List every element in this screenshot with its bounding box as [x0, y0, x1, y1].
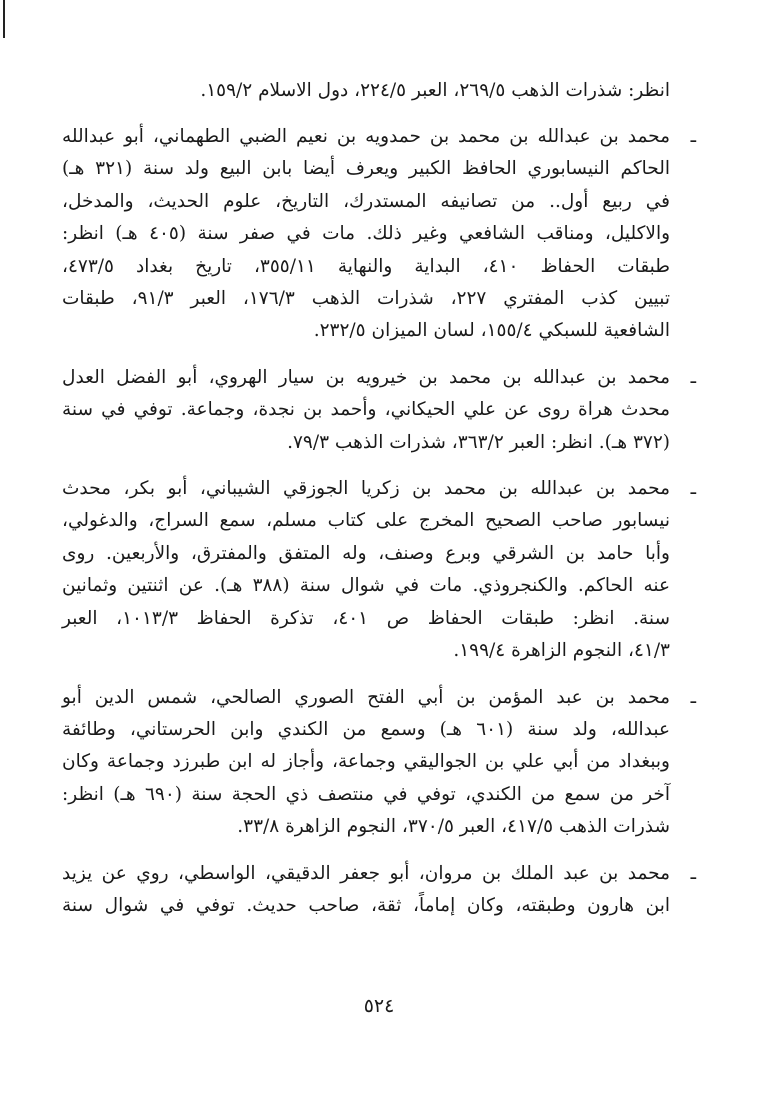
- biography-entry: [62, 682, 696, 844]
- entry-dash: ـ: [690, 478, 696, 500]
- entry-dash: ـ: [690, 862, 696, 884]
- entry-line: وأبا حامد بن الشرقي وبرع وصنف، وله المتفق والمفترق، والأربعين. روى: [62, 542, 670, 564]
- entry-line: سنة. انظر: طبقات الحفاظ ص ٤٠١، تذكرة الحفاظ ١٠١٣/٣، العبر: [62, 607, 670, 629]
- entry-line: تبيين كذب المفتري ٢٢٧، شذرات الذهب ١٧٦/٣، العبر ٩١/٣، طبقات: [62, 288, 670, 310]
- page-edge-mark: [3, 0, 5, 38]
- biography-entry: [62, 858, 696, 923]
- entry-line: شذرات الذهب ٤١٧/٥، العبر ٣٧٠/٥، النجوم الزاهرة ٣٣/٨.: [237, 816, 670, 838]
- top-reference: انظر: شذرات الذهب ٢٦٩/٥، العبر ٢٢٤/٥، دول الاسلام ١٥٩/٢.: [200, 80, 670, 101]
- entry-line: آخر من سمع من الكندي، توفي في منتصف ذي الحجة سنة (٦٩٠ هـ) انظر:: [62, 783, 670, 805]
- biography-entry: [62, 121, 696, 348]
- entry-dash: ـ: [690, 686, 696, 708]
- entry-line: عنه الحاكم. والكنجروذي. مات في شوال سنة (٣٨٨ هـ). عن اثنتين وثمانين: [62, 575, 670, 597]
- entry-line: الشافعية للسبكي ١٥٥/٤، لسان الميزان ٢٣٢/٥.: [313, 320, 670, 342]
- entry-line: عبدالله، ولد سنة (٦٠١ هـ) وسمع من الكندي وابن الحرستاني، وطائفة: [62, 718, 671, 740]
- entry-line: الحاكم النيسابوري الحافظ الكبير ويعرف أيضا بابن البيع ولد سنة (٣٢١ هـ): [62, 158, 670, 180]
- page-body: [62, 75, 696, 936]
- entry-line: في ربيع أول.. من تصانيفه المستدرك، التاريخ، علوم الحديث، والمدخل،: [62, 190, 670, 212]
- biography-entry: [62, 473, 696, 667]
- biography-entry: [62, 362, 696, 459]
- entry-line: محمد بن عبد المؤمن بن أبي الفتح الصوري الصالحي، شمس الدين أبو: [62, 686, 670, 708]
- entry-line: وببغداد من أبي علي بن الجواليقي وجماعة، وأجاز له ابن طبرزد وجماعة وكان: [62, 751, 670, 773]
- entry-line: محمد بن عبدالله بن محمد بن خيرويه بن سيار الهروي، أبو الفضل العدل: [62, 366, 670, 388]
- entry-line: محمد بن عبد الملك بن مروان، أبو جعفر الدقيقي، الواسطي، روي عن يزيد: [62, 862, 670, 884]
- entry-line: نيسابور صاحب الصحيح المخرج على كتاب مسلم، سمع السراج، والدغولي،: [62, 510, 670, 532]
- entry-line: محدث هراة روى عن علي الحيكاني، وأحمد بن نجدة، وجماعة. توفي في سنة: [62, 399, 670, 421]
- entry-line: محمد بن عبدالله بن محمد بن حمدويه بن نعيم الضبي الطهماني، أبو عبدالله: [62, 126, 670, 147]
- entry-line: ابن هارون وطبقته، وكان إماماً، ثقة، صاحب حديث. توفي في شوال سنة: [62, 894, 670, 916]
- entry-line: (٣٧٢ هـ). انظر: العبر ٣٦٣/٢، شذرات الذهب ٧٩/٣.: [287, 431, 670, 453]
- entry-dash: ـ: [690, 366, 696, 388]
- entry-line: والاكليل، ومناقب الشافعي وغير ذلك. مات في صفر سنة (٤٠٥ هـ) انظر:: [62, 223, 671, 245]
- page-number: ٥٢٤: [363, 995, 395, 1017]
- entry-line: محمد بن عبدالله بن محمد بن زكريا الجوزقي الشيباني، أبو بكر، محدث: [62, 478, 670, 500]
- entry-line: طبقات الحفاظ ٤١٠، البداية والنهاية ٣٥٥/١١، تاريخ بغداد ٤٧٣/٥،: [62, 255, 670, 277]
- entry-line: ٤١/٣، النجوم الزاهرة ١٩٩/٤.: [453, 640, 670, 662]
- entry-dash: ـ: [690, 126, 696, 147]
